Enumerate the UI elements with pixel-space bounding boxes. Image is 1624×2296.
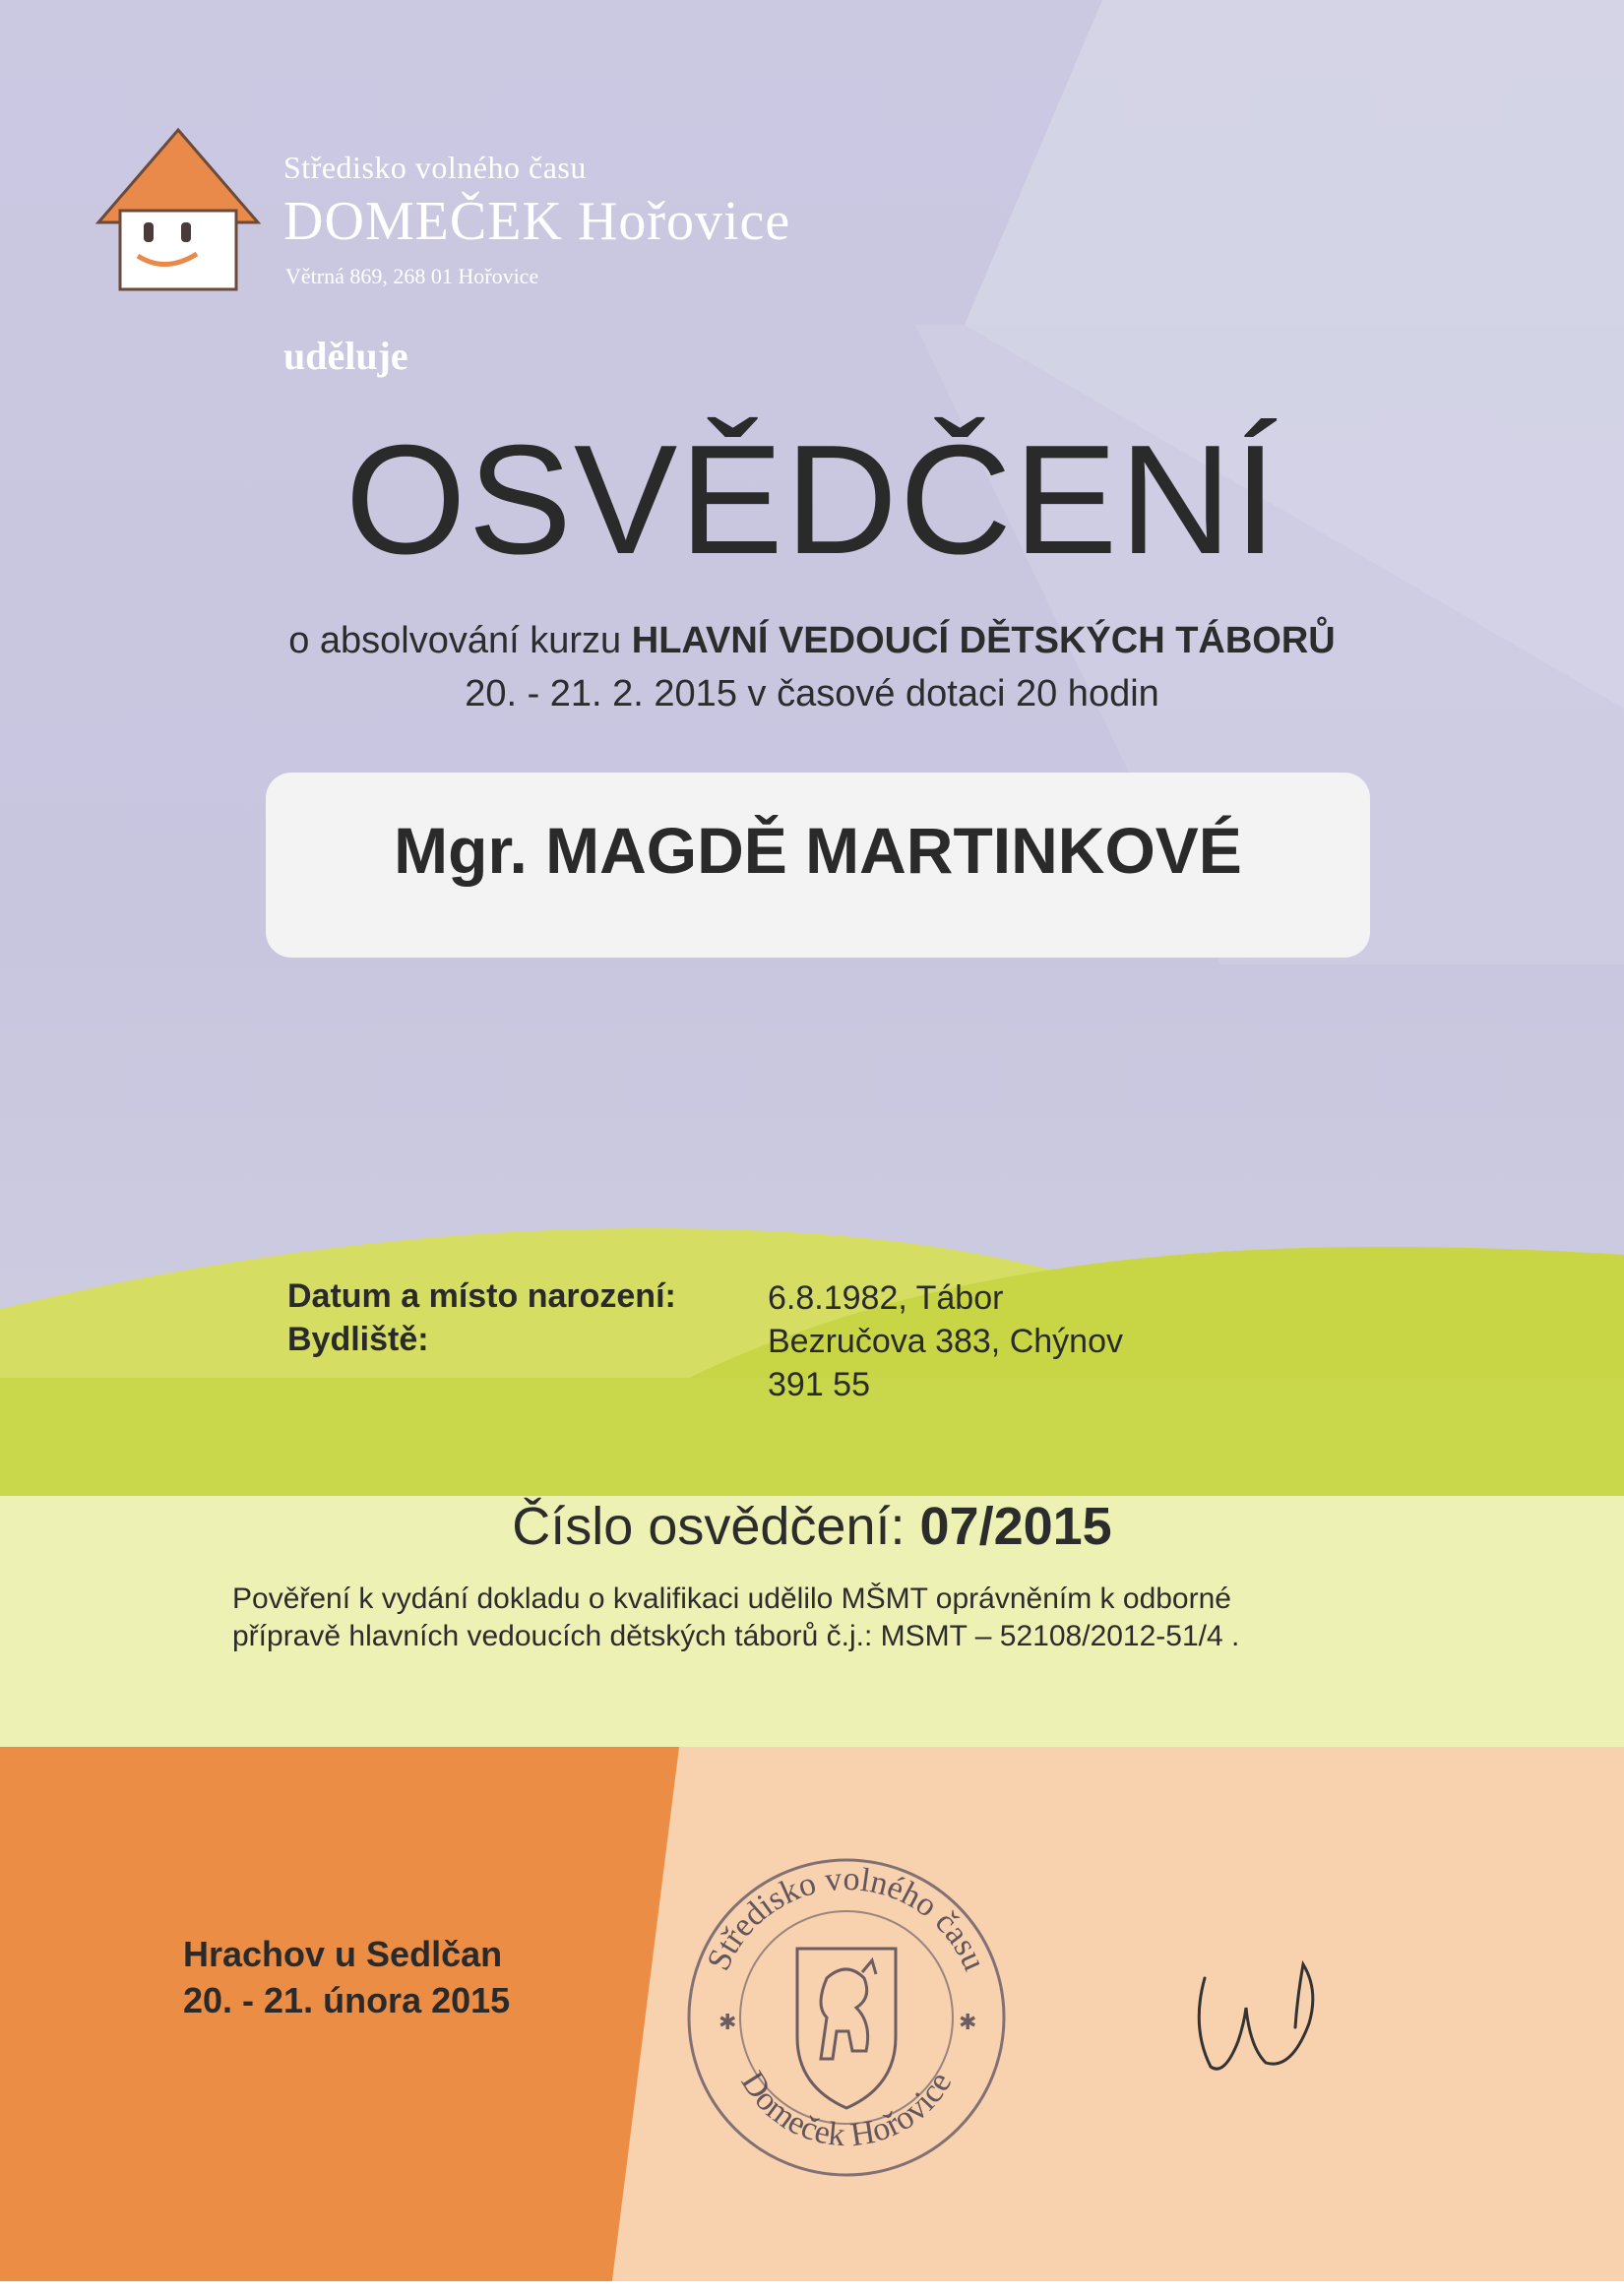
org-name-line2: DOMEČEK Hořovice bbox=[283, 191, 791, 252]
certificate-number-label: Číslo osvědčení: bbox=[512, 1497, 906, 1556]
authorization-line1: Pověření k vydání dokladu o kvalifikaci udělilo MŠMT oprávněním k odborné bbox=[232, 1582, 1231, 1615]
stamp-bottom-text: Domeček Hořovice bbox=[733, 2065, 960, 2154]
course-dates: 20. - 21. 2. 2015 v časové dotaci 20 hodin bbox=[465, 673, 1159, 714]
certificate-number-value: 07/2015 bbox=[919, 1497, 1112, 1556]
official-stamp bbox=[679, 1850, 1014, 2185]
birth-value: 6.8.1982, Tábor bbox=[768, 1279, 1004, 1317]
coat-of-arms-icon bbox=[797, 1949, 896, 2108]
recipient-name: Mgr. MAGDĚ MARTINKOVÉ bbox=[394, 814, 1242, 887]
authorization-line2: přípravě hlavních vedoucích dětských táborů č.j.: MSMT – 52108/2012-51/4 . bbox=[232, 1620, 1240, 1652]
org-address: Větrná 869, 268 01 Hořovice bbox=[285, 264, 539, 288]
stamp-star-right: ✱ bbox=[959, 2010, 977, 2034]
bg-bottom-strip bbox=[0, 2281, 1624, 2296]
stamp-top-text: Středisko volného času bbox=[700, 1860, 993, 1976]
awards-text: uděluje bbox=[283, 334, 408, 378]
course-name: HLAVNÍ VEDOUCÍ DĚTSKÝCH TÁBORŮ bbox=[631, 620, 1336, 661]
residence-line2: 391 55 bbox=[768, 1366, 870, 1403]
issue-place: Hrachov u Sedlčan bbox=[183, 1934, 503, 1974]
certificate-title: OSVĚDČENÍ bbox=[344, 413, 1280, 587]
course-prefix: o absolvování kurzu bbox=[288, 620, 622, 661]
svg-text:Středisko volného času bbox=[701, 1861, 993, 1976]
residence-label: Bydliště: bbox=[287, 1321, 429, 1358]
certificate-number bbox=[0, 1496, 1624, 1557]
stamp-star-left: ✱ bbox=[718, 2010, 737, 2034]
signature bbox=[1181, 1939, 1339, 2086]
issue-date: 20. - 21. února 2015 bbox=[183, 1980, 511, 2020]
residence-line1: Bezručova 383, Chýnov bbox=[768, 1323, 1123, 1360]
course-line bbox=[0, 620, 1624, 662]
birth-label: Datum a místo narození: bbox=[287, 1277, 676, 1315]
house-logo-icon bbox=[94, 124, 262, 293]
org-name-line1: Středisko volného času bbox=[283, 150, 587, 185]
